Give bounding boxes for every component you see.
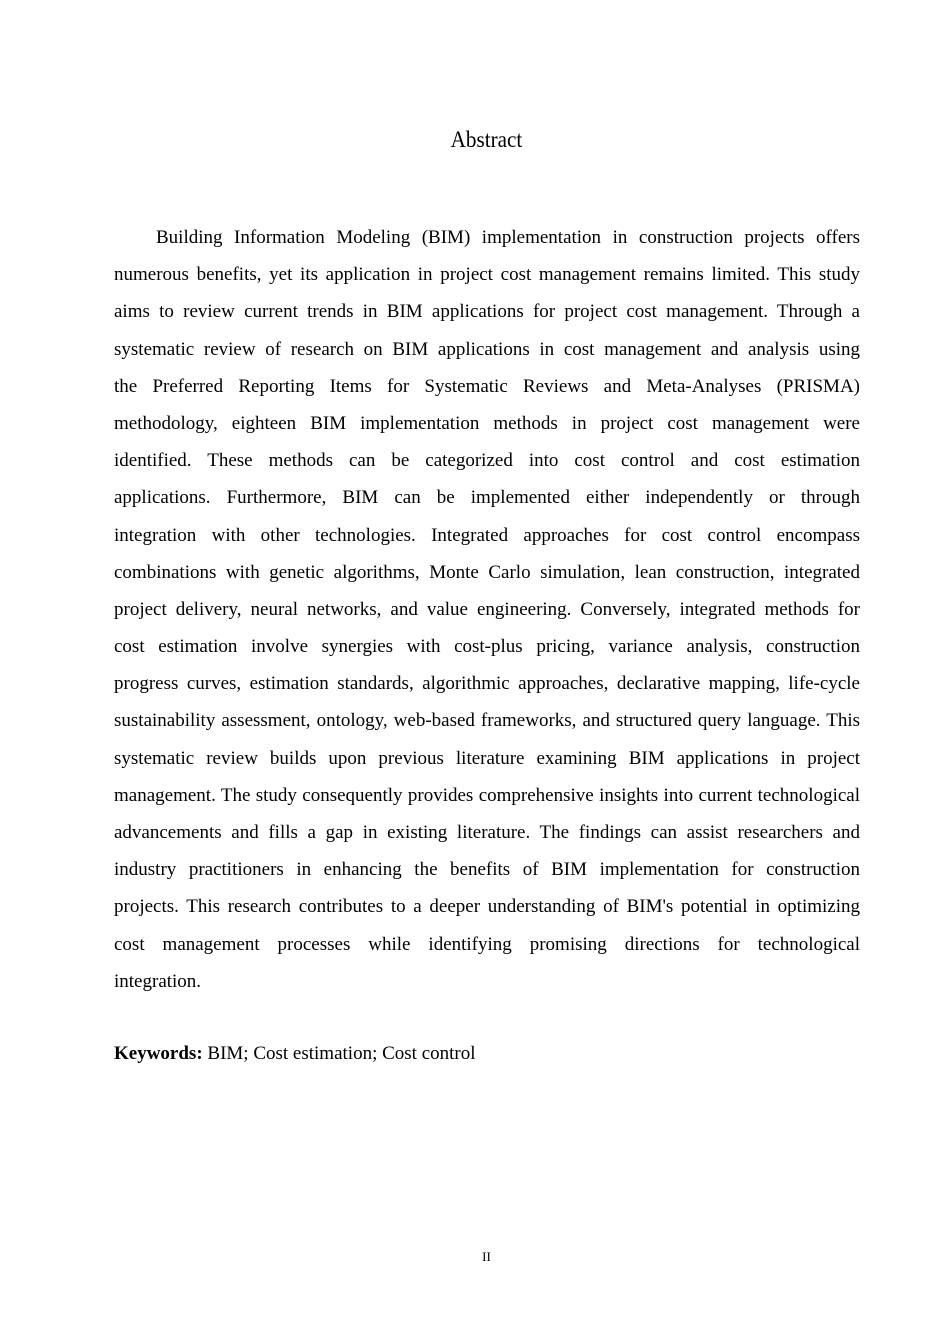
- abstract-line: cost management processes while identifying promising directions for technological: [114, 933, 860, 955]
- page-number: II: [482, 1249, 491, 1264]
- abstract-line: systematic review builds upon previous literature examining BIM applications in project: [114, 747, 860, 769]
- abstract-line: aims to review current trends in BIM applications for project cost management. Through a: [114, 301, 860, 323]
- abstract-line: progress curves, estimation standards, algorithmic approaches, declarative mapping, life-cycle: [114, 673, 860, 695]
- abstract-line: Building Information Modeling (BIM) implementation in construction projects offers: [156, 227, 860, 248]
- abstract-line: numerous benefits, yet its application in project cost management remains limited. This study: [114, 264, 860, 286]
- abstract-line: integration with other technologies. Integrated approaches for cost control encompass: [114, 524, 860, 546]
- keywords-value: BIM; Cost estimation; Cost control: [202, 1043, 476, 1064]
- abstract-line: identified. These methods can be categorized into cost control and cost estimation: [114, 450, 860, 472]
- abstract-line: systematic review of research on BIM applications in cost management and analysis using: [114, 338, 860, 360]
- abstract-line: combinations with genetic algorithms, Monte Carlo simulation, lean construction, integrated: [114, 561, 860, 583]
- abstract-line: integration.: [114, 970, 202, 992]
- abstract-line: management. The study consequently provides comprehensive insights into current technological: [114, 784, 860, 806]
- abstract-line: sustainability assessment, ontology, web-based frameworks, and structured query language. This: [114, 710, 860, 732]
- abstract-line: cost estimation involve synergies with cost-plus pricing, variance analysis, construction: [114, 636, 860, 658]
- abstract-line: methodology, eighteen BIM implementation methods in project cost management were: [114, 412, 860, 434]
- keywords-label: Keywords:: [114, 1043, 203, 1064]
- keywords: [114, 1041, 476, 1067]
- abstract-heading: Abstract: [450, 127, 523, 152]
- abstract-line: project delivery, neural networks, and value engineering. Conversely, integrated methods for: [114, 598, 860, 620]
- abstract-line: industry practitioners in enhancing the benefits of BIM implementation for construction: [114, 859, 860, 881]
- abstract-body: [114, 225, 860, 1006]
- abstract-line: the Preferred Reporting Items for Systematic Reviews and Meta-Analyses (PRISMA): [114, 375, 860, 397]
- abstract-line: projects. This research contributes to a deeper understanding of BIM's potential in optimizing: [114, 896, 860, 918]
- abstract-line: applications. Furthermore, BIM can be implemented either independently or through: [114, 487, 860, 509]
- abstract-line: advancements and fills a gap in existing literature. The findings can assist researchers and: [114, 822, 860, 843]
